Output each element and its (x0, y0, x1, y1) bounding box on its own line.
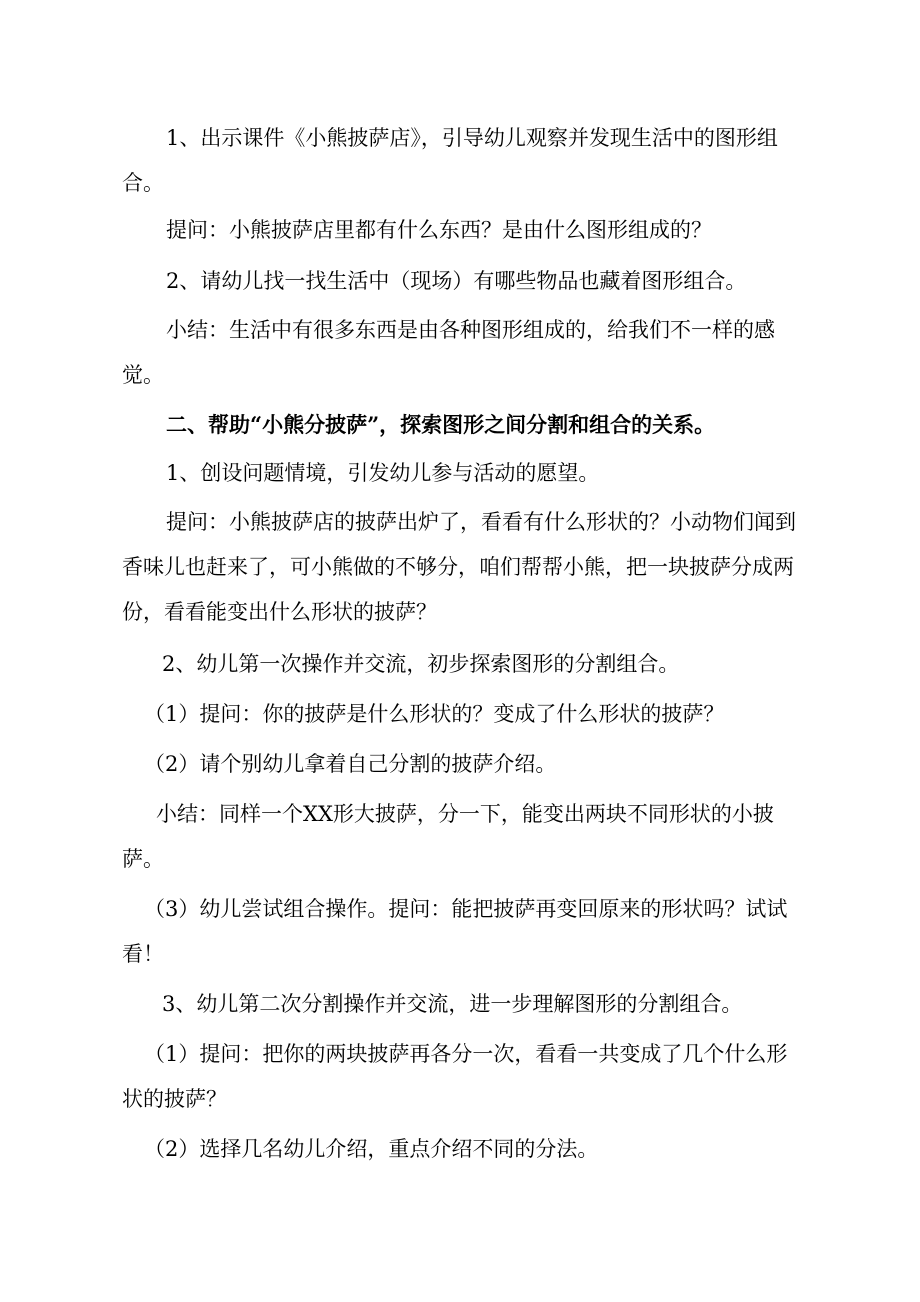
section-heading-2: 二、帮助“小熊分披萨”，探索图形之间分割和组合的关系。 (166, 412, 716, 437)
paragraph-courseware-intro: 1、出示课件《小熊披萨店》，引导幼儿观察并发现生活中的图形组合。 (122, 126, 778, 195)
paragraph-problem-situation: 1、创设问题情境，引发幼儿参与活动的愿望。 (166, 461, 600, 485)
paragraph-question-1: 提问：小熊披萨店里都有什么东西？是由什么图形组成的？ (166, 218, 712, 242)
paragraph-question-2: 提问：小熊披萨店的披萨出炉了，看看有什么形状的？小动物们闻到香味儿也赶来了，可小熊做的不够分，咱们帮帮小熊，把一块披萨分成两份，看看能变出什么形状的披萨？ (122, 510, 796, 624)
paragraph-sub-question-1: （1）提问：你的披萨是什么形状的？变成了什么形状的披萨？ (144, 702, 725, 726)
paragraph-combine-try: （3）幼儿尝试组合操作。提问：能把披萨再变回原来的形状吗？试试看！ (122, 897, 788, 966)
paragraph-second-operation: 3、幼儿第二次分割操作并交流，进一步理解图形的分割组合。 (162, 992, 743, 1016)
paragraph-first-operation: 2、幼儿第一次操作并交流，初步探索图形的分割组合。 (162, 652, 680, 676)
paragraph-summary-2: 小结：同样一个XX形大披萨，分一下，能变出两块不同形状的小披萨。 (122, 802, 774, 871)
paragraph-find-shapes: 2、请幼儿找一找生活中（现场）有哪些物品也藏着图形组合。 (166, 269, 747, 293)
paragraph-choose-children: （2）选择几名幼儿介绍，重点介绍不同的分法。 (144, 1137, 599, 1161)
paragraph-sub-introduce: （2）请个别幼儿拿着自己分割的披萨介绍。 (144, 752, 557, 776)
paragraph-summary-1: 小结：生活中有很多东西是由各种图形组成的，给我们不一样的感觉。 (122, 318, 775, 387)
paragraph-sub-question-2: （1）提问：把你的两块披萨再各分一次，看看一共变成了几个什么形状的披萨？ (122, 1042, 788, 1111)
